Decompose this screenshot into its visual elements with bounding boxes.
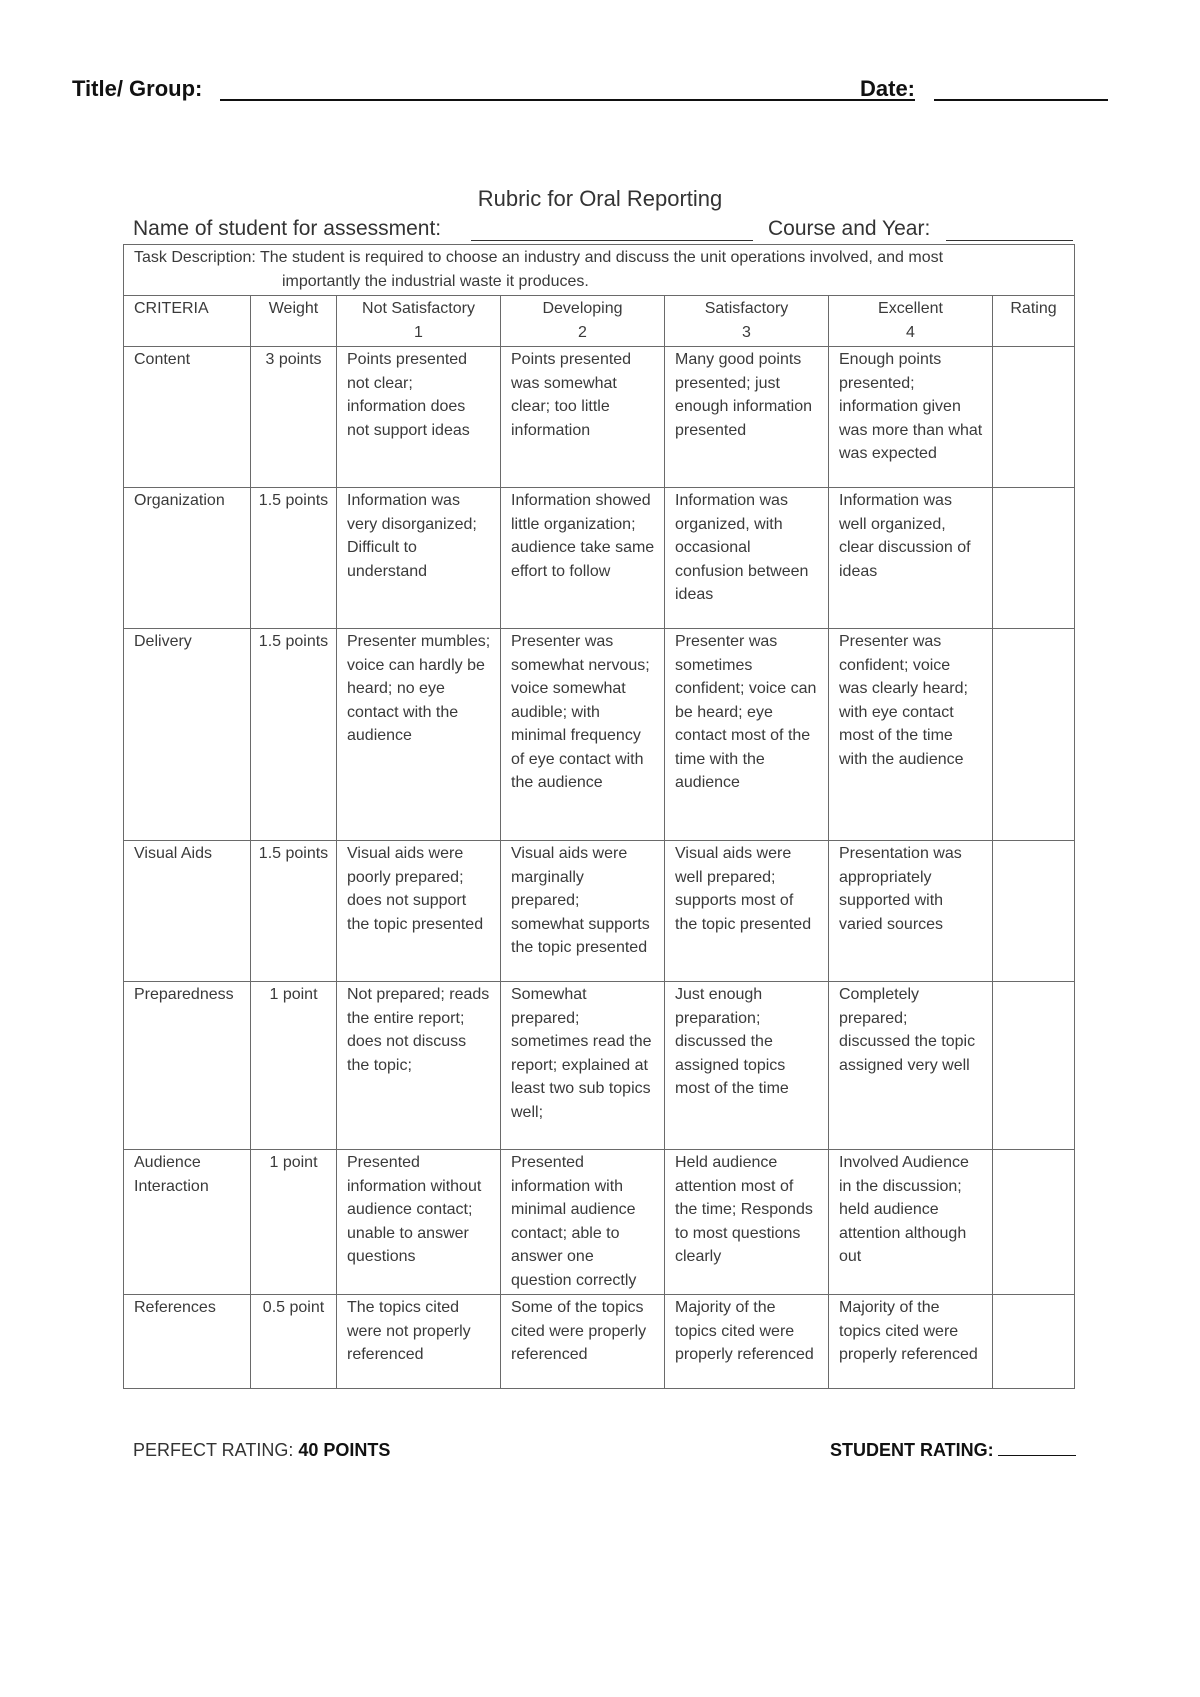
weight-cell: 1.5 points: [251, 841, 337, 982]
level-cell: Information was organized, with occasional confusion between ideas: [665, 488, 829, 629]
level-cell: Held audience attention most of the time; Responds to most questions clearly: [665, 1150, 829, 1295]
task-description-line1: The student is required to choose an industry and discuss the unit operations involved, and most: [259, 249, 944, 266]
course-year-label: Course and Year:: [768, 217, 931, 240]
header-criteria: CRITERIA: [124, 296, 251, 347]
level-cell: Just enough preparation; discussed the assigned topics most of the time: [665, 982, 829, 1150]
level-cell: Not prepared; reads the entire report; does not discuss the topic;: [337, 982, 501, 1150]
weight-cell: 1 point: [251, 982, 337, 1150]
level-cell: Presenter mumbles; voice can hardly be heard; no eye contact with the audience: [337, 629, 501, 841]
table-row: [124, 347, 1075, 488]
level-name: Satisfactory: [704, 300, 789, 317]
page-header: [72, 76, 1132, 106]
header-rating: Rating: [993, 296, 1075, 347]
level-cell: Visual aids were well prepared; supports most of the topic presented: [665, 841, 829, 982]
level-cell: Presented information with minimal audience contact; able to answer one question correctly: [501, 1150, 665, 1295]
task-description-row: [124, 245, 1075, 296]
level-cell: Completely prepared; discussed the topic assigned very well: [829, 982, 993, 1150]
rating-cell[interactable]: [993, 1150, 1075, 1295]
level-score: 1: [414, 323, 423, 341]
title-group-line[interactable]: [220, 99, 915, 101]
level-cell: Points presented was somewhat clear; too little information: [501, 347, 665, 488]
level-cell: The topics cited were not properly referenced: [337, 1295, 501, 1389]
perfect-rating: [133, 1440, 390, 1461]
table-row: [124, 1295, 1075, 1389]
criteria-cell: Visual Aids: [124, 841, 251, 982]
weight-cell: 1.5 points: [251, 629, 337, 841]
level-cell: Majority of the topics cited were properly referenced: [829, 1295, 993, 1389]
column-header-row: [124, 296, 1075, 347]
level-cell: Presenter was confident; voice was clearly heard; with eye contact most of the time with the audience: [829, 629, 993, 841]
header-satisfactory: [665, 296, 829, 347]
course-year-line[interactable]: [946, 240, 1073, 241]
level-cell: Involved Audience in the discussion; held audience attention although out: [829, 1150, 993, 1295]
criteria-cell: Audience Interaction: [124, 1150, 251, 1295]
student-rating: [830, 1440, 1076, 1461]
student-rating-label: STUDENT RATING:: [830, 1440, 994, 1460]
date-label: Date:: [860, 76, 916, 101]
perfect-rating-value: 40 POINTS: [298, 1440, 391, 1460]
rating-cell[interactable]: [993, 488, 1075, 629]
weight-cell: 1 point: [251, 1150, 337, 1295]
level-cell: Enough points presented; information given was more than what was expected: [829, 347, 993, 488]
criteria-cell: Delivery: [124, 629, 251, 841]
weight-cell: 3 points: [251, 347, 337, 488]
level-name: Excellent: [878, 300, 943, 317]
rating-cell[interactable]: [993, 982, 1075, 1150]
table-row: [124, 488, 1075, 629]
level-cell: Information showed little organization; audience take same effort to follow: [501, 488, 665, 629]
header-developing: [501, 296, 665, 347]
table-row: [124, 629, 1075, 841]
rating-cell[interactable]: [993, 1295, 1075, 1389]
header-excellent: [829, 296, 993, 347]
student-info-row: [133, 216, 1073, 246]
student-rating-line[interactable]: [998, 1441, 1076, 1456]
weight-cell: 0.5 point: [251, 1295, 337, 1389]
criteria-cell: Organization: [124, 488, 251, 629]
student-name-label: Name of student for assessment:: [133, 217, 442, 240]
task-description-line2: importantly the industrial waste it produces.: [282, 272, 589, 290]
task-description-prefix: Task Description:: [134, 249, 256, 266]
level-cell: Some of the topics cited were properly referenced: [501, 1295, 665, 1389]
level-cell: Presentation was appropriately supported with varied sources: [829, 841, 993, 982]
header-not-satisfactory: [337, 296, 501, 347]
level-cell: Information was well organized, clear discussion of ideas: [829, 488, 993, 629]
table-row: [124, 841, 1075, 982]
level-cell: Visual aids were marginally prepared; somewhat supports the topic presented: [501, 841, 665, 982]
level-cell: Information was very disorganized; Difficult to understand: [337, 488, 501, 629]
date-line[interactable]: [934, 99, 1108, 101]
level-name: Developing: [542, 300, 623, 317]
weight-cell: 1.5 points: [251, 488, 337, 629]
level-score: 2: [578, 323, 587, 341]
level-cell: Somewhat prepared; sometimes read the report; explained at least two sub topics well;: [501, 982, 665, 1150]
table-row: [124, 982, 1075, 1150]
table-row: [124, 1150, 1075, 1295]
criteria-cell: References: [124, 1295, 251, 1389]
level-score: 4: [906, 323, 915, 341]
rating-cell[interactable]: [993, 629, 1075, 841]
level-cell: Presenter was sometimes confident; voice can be heard; eye contact most of the time with the audience: [665, 629, 829, 841]
rating-cell[interactable]: [993, 347, 1075, 488]
level-cell: Presenter was somewhat nervous; voice somewhat audible; with minimal frequency of eye contact with the audience: [501, 629, 665, 841]
form-title: Rubric for Oral Reporting: [477, 186, 723, 211]
criteria-cell: Preparedness: [124, 982, 251, 1150]
rubric-table: [123, 244, 1075, 1389]
task-description-cell: [124, 245, 1075, 296]
criteria-cell: Content: [124, 347, 251, 488]
level-cell: Visual aids were poorly prepared; does not support the topic presented: [337, 841, 501, 982]
level-name: Not Satisfactory: [362, 300, 475, 317]
level-cell: Many good points presented; just enough information presented: [665, 347, 829, 488]
level-cell: Majority of the topics cited were properly referenced: [665, 1295, 829, 1389]
level-score: 3: [742, 323, 751, 341]
student-name-line[interactable]: [471, 240, 753, 241]
title-group-label: Title/ Group:: [72, 76, 203, 101]
level-cell: Points presented not clear; information does not support ideas: [337, 347, 501, 488]
perfect-rating-label: PERFECT RATING:: [133, 1440, 294, 1460]
level-cell: Presented information without audience contact; unable to answer questions: [337, 1150, 501, 1295]
rating-cell[interactable]: [993, 841, 1075, 982]
header-weight: Weight: [251, 296, 337, 347]
